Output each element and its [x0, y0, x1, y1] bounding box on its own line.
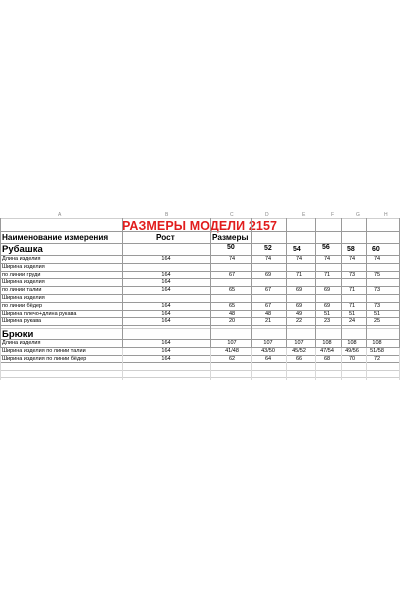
header-sizes-label: Размеры — [212, 233, 249, 242]
grid-line — [0, 218, 1, 348]
page-title: РАЗМЕРЫ МОДЕЛИ 2157 — [122, 219, 278, 233]
row-value: 70 — [348, 355, 356, 362]
row-value: 108 — [347, 340, 357, 346]
row-value: 48 — [264, 310, 272, 317]
row-value: 69 — [295, 287, 303, 294]
row-value: 64 — [264, 355, 272, 362]
row-value: 107 — [294, 340, 304, 346]
size-56: 56 — [322, 244, 330, 251]
row-value: 107 — [227, 340, 237, 346]
row-value: 108 — [372, 340, 382, 346]
row-value: 67 — [264, 302, 272, 309]
row-value: 51 — [373, 310, 381, 317]
row-value: 48 — [228, 310, 236, 317]
grid-line — [210, 218, 211, 348]
row-value: 65 — [228, 302, 236, 309]
row-value: 25 — [373, 318, 381, 325]
grid-line — [122, 348, 123, 380]
row-label: Ширина изделия — [2, 263, 45, 270]
column-letter: D — [265, 212, 269, 218]
column-letter: F — [331, 212, 335, 218]
row-value: 73 — [373, 302, 381, 309]
row-height: 164 — [161, 347, 171, 354]
row-label: Ширина рукава — [2, 318, 42, 325]
grid-line — [0, 218, 400, 219]
row-value: 49/56 — [345, 347, 359, 354]
section-title-pants: Брюки — [2, 329, 34, 340]
row-value: 22 — [295, 318, 303, 325]
row-value: 68 — [323, 355, 331, 362]
row-value: 72 — [373, 355, 381, 362]
row-value: 51 — [323, 310, 331, 317]
grid-line — [366, 218, 367, 348]
row-value: 71 — [295, 271, 303, 278]
row-value: 41/48 — [225, 347, 239, 354]
row-value: 107 — [263, 340, 273, 346]
grid-line — [341, 218, 342, 348]
header-name-column: Наименование измерения — [2, 233, 109, 242]
row-value: 69 — [295, 302, 303, 309]
column-letter: E — [302, 212, 306, 218]
row-value: 66 — [295, 355, 303, 362]
grid-line — [122, 218, 123, 348]
row-label: Ширина изделия по линии бёдер — [2, 355, 87, 362]
row-value: 49 — [295, 310, 303, 317]
grid-line — [0, 243, 400, 244]
row-value: 74 — [295, 256, 303, 262]
row-value: 71 — [348, 287, 356, 294]
row-value: 74 — [373, 256, 381, 262]
row-label: Ширина изделия — [2, 295, 45, 301]
row-label: Длина изделия — [2, 256, 41, 262]
row-label: Ширина изделия — [2, 279, 45, 286]
row-value: 74 — [264, 256, 272, 262]
row-value: 20 — [228, 318, 236, 325]
size-58: 58 — [347, 246, 355, 253]
row-value: 73 — [348, 271, 356, 278]
grid-line — [286, 218, 287, 348]
row-value: 74 — [348, 256, 356, 262]
column-letter: H — [384, 212, 388, 218]
row-value: 75 — [373, 271, 381, 278]
row-label: Ширина плечо+длина рукава — [2, 310, 77, 317]
row-value: 47/54 — [320, 347, 334, 354]
column-letter: C — [230, 212, 234, 218]
row-value: 24 — [348, 318, 356, 325]
row-value: 67 — [228, 271, 236, 278]
grid-line — [0, 377, 400, 378]
row-value: 74 — [228, 256, 236, 262]
row-value: 51 — [348, 310, 356, 317]
row-value: 62 — [228, 355, 236, 362]
row-value: 51/58 — [370, 347, 384, 354]
grid-line — [0, 231, 400, 232]
row-height: 164 — [161, 302, 171, 309]
section-title-shirt: Рубашка — [2, 244, 43, 255]
column-letter: B — [165, 212, 169, 218]
row-value: 69 — [323, 302, 331, 309]
row-height: 164 — [161, 318, 171, 325]
grid-line — [315, 218, 316, 348]
row-height: 164 — [161, 279, 171, 286]
row-value: 71 — [323, 271, 331, 278]
row-value: 65 — [228, 287, 236, 294]
grid-line — [251, 348, 252, 380]
row-value: 73 — [373, 287, 381, 294]
row-value: 71 — [348, 302, 356, 309]
grid-line — [0, 348, 1, 380]
row-label: по линии талии — [2, 287, 42, 294]
row-height: 164 — [161, 256, 171, 262]
grid-line — [210, 348, 211, 380]
grid-line — [251, 218, 252, 348]
row-height: 164 — [161, 355, 171, 362]
row-label: по линии груди — [2, 271, 41, 278]
row-height: 164 — [161, 287, 171, 294]
row-label: по линии бёдер — [2, 302, 43, 309]
column-letter: A — [58, 212, 62, 218]
row-label: Ширина изделия по линии талии — [2, 347, 86, 354]
row-value: 67 — [264, 287, 272, 294]
size-52: 52 — [264, 245, 272, 252]
row-value: 108 — [322, 340, 332, 346]
row-height: 164 — [161, 310, 171, 317]
row-height: 164 — [161, 271, 171, 278]
size-60: 60 — [372, 246, 380, 253]
size-50: 50 — [227, 244, 235, 251]
row-value: 69 — [264, 271, 272, 278]
row-value: 23 — [323, 318, 331, 325]
row-value: 74 — [323, 256, 331, 262]
grid-line — [0, 370, 400, 371]
row-value: 45/52 — [292, 347, 306, 354]
row-value: 21 — [264, 318, 272, 325]
row-value: 43/50 — [261, 347, 275, 354]
row-value: 69 — [323, 287, 331, 294]
grid-line — [0, 328, 400, 329]
row-label: Длина изделия — [2, 340, 41, 346]
column-letter: G — [356, 212, 360, 218]
header-height-column: Рост — [156, 233, 175, 242]
row-height: 164 — [161, 340, 171, 346]
size-54: 54 — [293, 246, 301, 253]
